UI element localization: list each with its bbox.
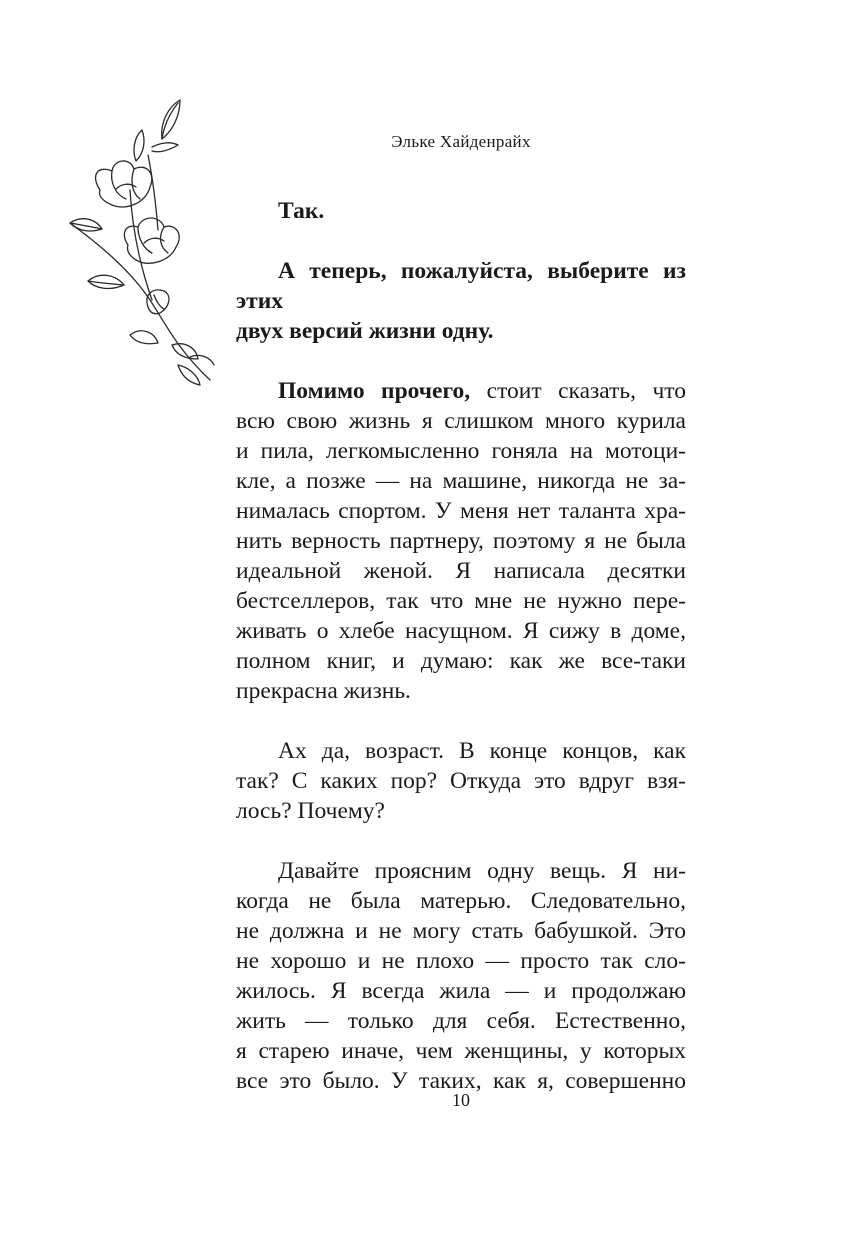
- line: идеальной женой. Я написала десятки: [236, 558, 686, 584]
- line: прекрасна жизнь.: [236, 678, 411, 704]
- line: живать о хлебе насущном. Я сижу в доме,: [236, 618, 686, 644]
- line: А теперь, пожалуйста, выберите из этих: [236, 258, 686, 314]
- lead-bold: Помимо прочего,: [278, 378, 471, 404]
- line: нить верность партнеру, поэтому я не была: [236, 528, 686, 554]
- line: [236, 376, 686, 406]
- line: и пила, легкомысленно гоняла на мотоци-: [236, 438, 686, 464]
- line: не должна и не могу стать бабушкой. Это: [236, 918, 686, 944]
- line: Давайте проясним одну вещь. Я ни-: [278, 858, 686, 884]
- paragraph-4: [236, 736, 686, 826]
- line: так? С каких пор? Откуда это вдруг взя-: [236, 768, 686, 794]
- lead-rest: стоит сказать, что: [470, 378, 686, 404]
- line: кле, а позже — на машине, никогда не за-: [236, 468, 686, 494]
- line: полном книг, и думаю: как же все-таки: [236, 648, 686, 674]
- running-header: Эльке Хайденрайх: [391, 132, 531, 151]
- line: лось? Почему?: [236, 798, 385, 824]
- line: я старею иначе, чем женщины, у которых: [236, 1038, 686, 1064]
- paragraph-2: [236, 256, 686, 346]
- line: все это было. У таких, как я, совершенно: [236, 1068, 686, 1094]
- line: когда не была матерью. Следовательно,: [236, 888, 686, 914]
- line: нималась спортом. У меня нет таланта хра-: [236, 498, 686, 524]
- line: двух версий жизни одну.: [236, 318, 494, 344]
- line: жилось. Я всегда жила — и продолжаю: [236, 978, 686, 1004]
- line: бестселлеров, так что мне не нужно пере-: [236, 588, 686, 614]
- page-number: 10: [452, 1090, 470, 1110]
- body-text: [236, 196, 686, 1126]
- line: не хорошо и не плохо — просто так сло-: [236, 948, 686, 974]
- paragraph-3: [236, 376, 686, 706]
- line: жить — только для себя. Естественно,: [236, 1008, 686, 1034]
- paragraph-1: [236, 196, 686, 226]
- paragraph-5: [236, 856, 686, 1096]
- line: всю свою жизнь я слишком много курила: [236, 408, 686, 434]
- line: Ах да, возраст. В конце концов, как: [278, 738, 686, 764]
- line: Так.: [278, 198, 325, 224]
- floral-branch-icon: [60, 95, 220, 395]
